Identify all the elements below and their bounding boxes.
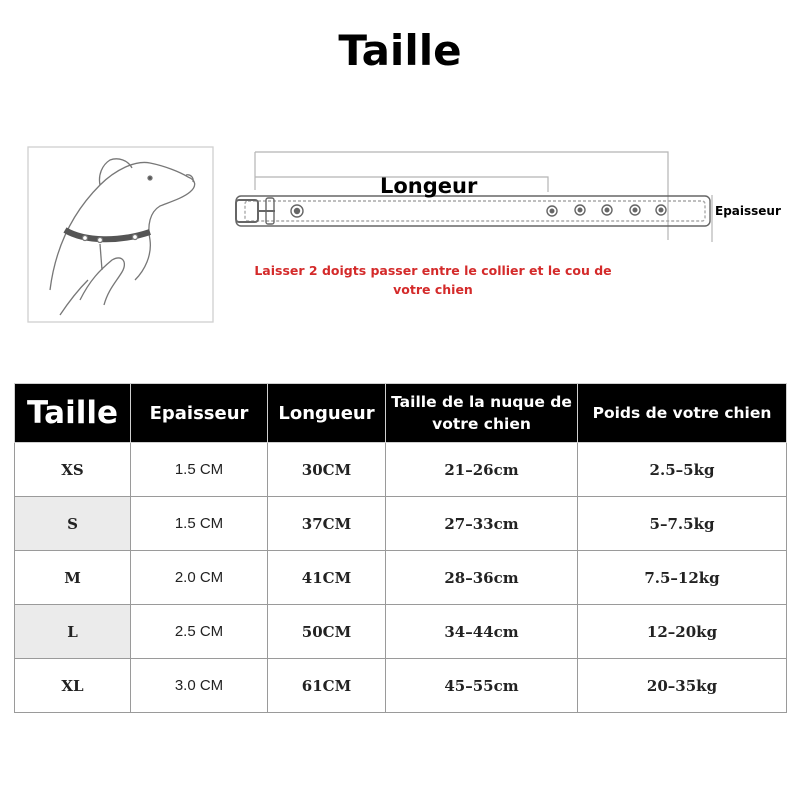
collar-diagram-graphic xyxy=(0,130,800,340)
fit-advice: Laisser 2 doigts passer entre le collier et le cou de votre chien xyxy=(254,263,612,297)
cell-weight: 7.5–12kg xyxy=(578,551,787,605)
header-thickness: Epaisseur xyxy=(131,384,268,443)
page-title: Taille xyxy=(338,26,462,75)
cell-weight: 12–20kg xyxy=(578,605,787,659)
header-neck: Taille de la nuque de votre chien xyxy=(386,384,578,443)
collar-illustration xyxy=(0,130,800,340)
cell-size: L xyxy=(15,605,131,659)
header-length: Longueur xyxy=(268,384,386,443)
cell-thickness: 1.5 CM xyxy=(131,497,268,551)
table-row xyxy=(15,659,787,713)
length-label: Longeur xyxy=(380,174,478,198)
cell-neck: 45–55cm xyxy=(386,659,578,713)
measurement-lines xyxy=(255,152,712,242)
size-table xyxy=(14,383,787,713)
cell-thickness: 3.0 CM xyxy=(131,659,268,713)
cell-length: 30CM xyxy=(268,443,386,497)
cell-thickness: 2.0 CM xyxy=(131,551,268,605)
thickness-label: Epaisseur xyxy=(715,204,781,218)
cell-weight: 20–35kg xyxy=(578,659,787,713)
cell-thickness: 1.5 CM xyxy=(131,443,268,497)
cell-length: 61CM xyxy=(268,659,386,713)
cell-size: XL xyxy=(15,659,131,713)
cell-size: M xyxy=(15,551,131,605)
cell-neck: 28–36cm xyxy=(386,551,578,605)
table-row xyxy=(15,551,787,605)
table-row xyxy=(15,605,787,659)
cell-length: 37CM xyxy=(268,497,386,551)
table-header-row xyxy=(15,384,787,443)
header-size: Taille xyxy=(15,384,131,443)
table-row xyxy=(15,443,787,497)
table-row xyxy=(15,497,787,551)
collar-icon xyxy=(236,196,710,226)
cell-length: 50CM xyxy=(268,605,386,659)
cell-size: XS xyxy=(15,443,131,497)
header-weight: Poids de votre chien xyxy=(578,384,787,443)
cell-neck: 21–26cm xyxy=(386,443,578,497)
cell-size: S xyxy=(15,497,131,551)
cell-weight: 2.5–5kg xyxy=(578,443,787,497)
cell-neck: 34–44cm xyxy=(386,605,578,659)
cell-weight: 5–7.5kg xyxy=(578,497,787,551)
dog-sketch-icon xyxy=(28,147,213,322)
cell-neck: 27–33cm xyxy=(386,497,578,551)
cell-thickness: 2.5 CM xyxy=(131,605,268,659)
cell-length: 41CM xyxy=(268,551,386,605)
